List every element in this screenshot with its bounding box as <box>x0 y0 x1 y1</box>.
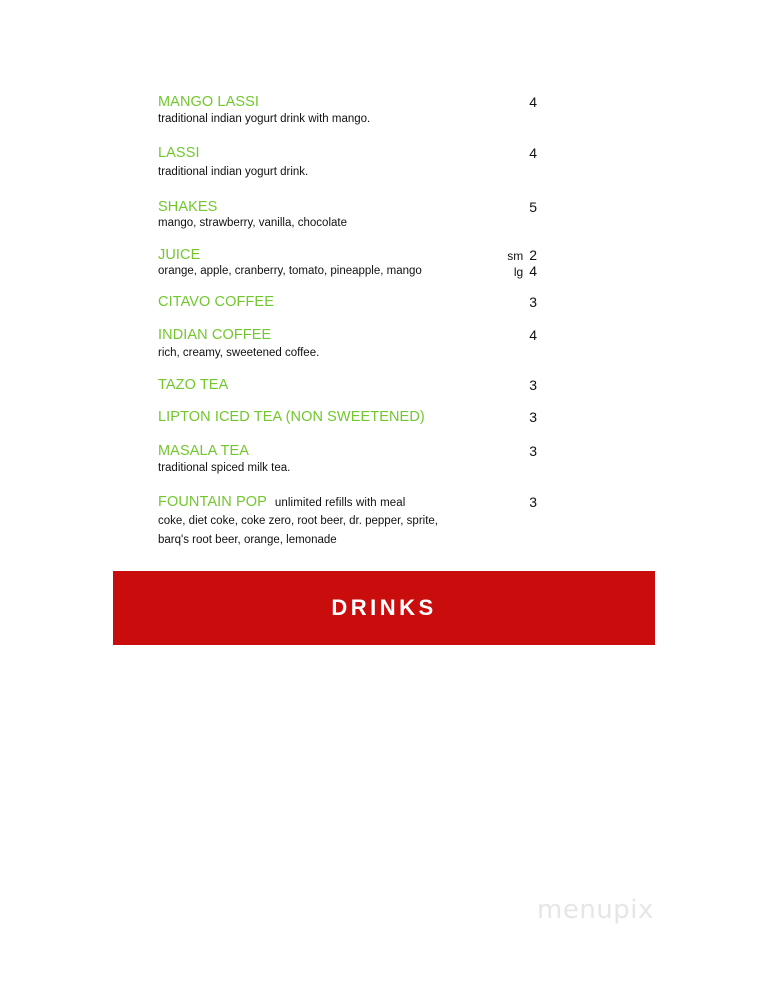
item-description: orange, apple, cranberry, tomato, pineapple, mango <box>158 265 422 277</box>
item-price: 4 <box>529 94 537 110</box>
item-name: MASALA TEA <box>158 443 249 459</box>
size-label: sm <box>507 249 524 263</box>
item-description: traditional spiced milk tea. <box>158 462 291 474</box>
item-name <box>158 494 405 510</box>
item-name: INDIAN COFFEE <box>158 327 272 343</box>
item-price: 3 <box>529 377 537 393</box>
section-title: DRINKS <box>331 595 437 620</box>
item-note: unlimited refills with meal <box>274 497 406 509</box>
item-description-line-1: coke, diet coke, coke zero, root beer, dr. pepper, sprite, <box>158 515 438 527</box>
item-price: 3 <box>529 294 537 310</box>
item-description: traditional indian yogurt drink with mango. <box>158 113 371 125</box>
item-description: rich, creamy, sweetened coffee. <box>158 347 320 359</box>
item-name: SHAKES <box>158 199 218 215</box>
item-price: 3 <box>529 443 537 459</box>
item-name: TAZO TEA <box>158 377 229 393</box>
item-description-line-2: barq's root beer, orange, lemonade <box>158 534 337 546</box>
item-price: 4 <box>529 327 537 343</box>
section-banner <box>113 571 655 645</box>
item-price: 4 <box>529 263 537 279</box>
item-description: traditional indian yogurt drink. <box>158 166 309 178</box>
item-price: 3 <box>529 494 537 510</box>
item-name: JUICE <box>158 247 201 263</box>
item-name: LIPTON ICED TEA (NON SWEETENED) <box>158 409 425 425</box>
item-price: 4 <box>529 145 537 161</box>
price-small <box>507 247 537 263</box>
item-price: 3 <box>529 409 537 425</box>
item-name-text: FOUNTAIN POP <box>158 494 267 510</box>
size-label: lg <box>513 265 524 279</box>
watermark-logo: menupix <box>537 895 654 925</box>
item-name: MANGO LASSI <box>158 94 260 110</box>
item-price: 5 <box>529 199 537 215</box>
item-name: LASSI <box>158 145 200 161</box>
item-price: 2 <box>529 247 537 263</box>
item-name: CITAVO COFFEE <box>158 294 274 310</box>
price-large <box>514 263 537 279</box>
item-description: mango, strawberry, vanilla, chocolate <box>158 217 347 229</box>
